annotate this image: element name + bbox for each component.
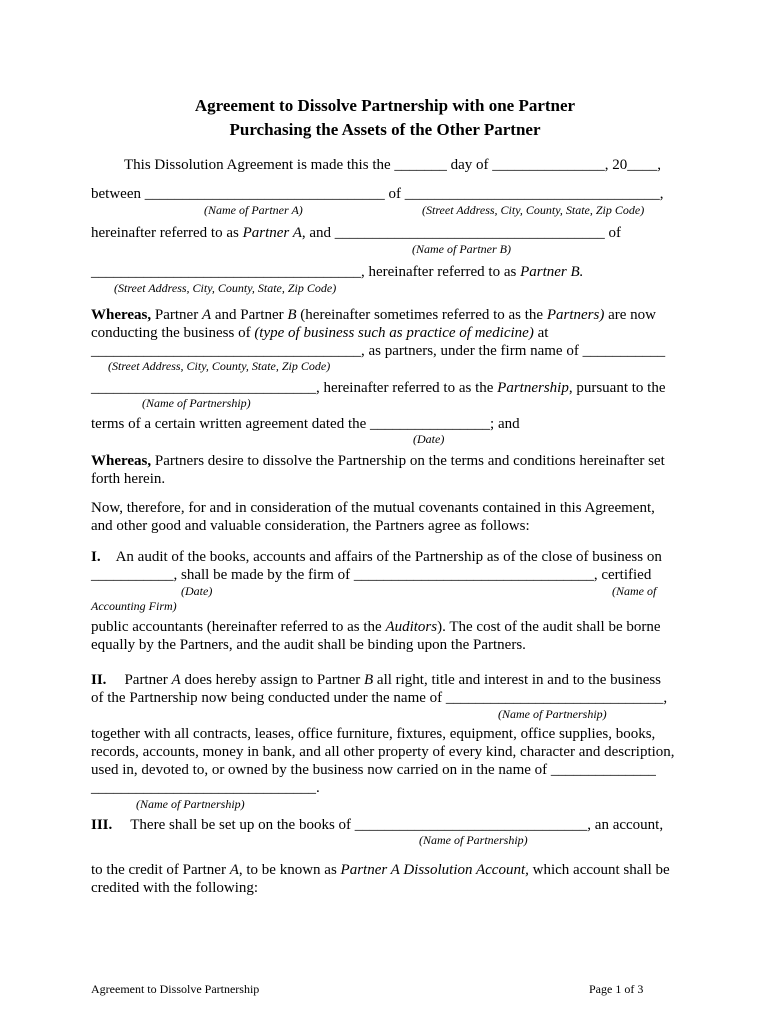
intro-refer-a-line: hereinafter referred to as Partner A, and ____________________________________ of (91, 225, 622, 241)
caption-address-a: (Street Address, City, County, State, Zip Code) (422, 203, 645, 217)
now-line-2: and other good and valuable consideration, the Partners agree as follows: (91, 518, 530, 534)
title-line-2: Purchasing the Assets of the Other Partner (229, 120, 541, 139)
whereas2-line-1: Whereas, Partners desire to dissolve the Partnership on the terms and conditions hereinafter set (91, 453, 665, 469)
caption-partnership-name-3: (Name of Partnership) (136, 797, 245, 811)
section-2-line-4: records, accounts, money in bank, and all other property of every kind, character and description, (91, 744, 675, 760)
title-line-1: Agreement to Dissolve Partnership with one Partner (194, 96, 576, 115)
footer-page-number: Page 1 of 3 (589, 982, 644, 996)
section-1-line-1: I. An audit of the books, accounts and affairs of the Partnership as of the close of business on (91, 549, 662, 565)
caption-firm-b: Accounting Firm) (91, 599, 177, 613)
section-3-line-2: to the credit of Partner A, to be known as Partner A Dissolution Account, which account shall be (91, 862, 670, 878)
whereas1-line-2: conducting the business of (type of business such as practice of medicine) at (91, 325, 549, 341)
section-2-line-3: together with all contracts, leases, office furniture, fixtures, equipment, office supplies, books, (91, 726, 656, 742)
caption-partner-a: (Name of Partner A) (204, 203, 303, 217)
intro-refer-b-line: ____________________________________, hereinafter referred to as Partner B. (91, 264, 584, 280)
section-1-line-2: ___________, shall be made by the firm of ________________________________, certified (91, 567, 652, 583)
caption-audit-date: (Date) (181, 584, 213, 598)
caption-partnership-name: (Name of Partnership) (142, 396, 251, 410)
section-3-line-3: credited with the following: (91, 880, 259, 896)
whereas1-line-3: ____________________________________, as partners, under the firm name of ___________ (91, 343, 666, 359)
caption-partnership-name-2: (Name of Partnership) (498, 707, 607, 721)
section-1-line-4: equally by the Partners, and the audit shall be binding upon the Partners. (91, 637, 526, 653)
caption-partnership-name-4: (Name of Partnership) (419, 833, 528, 847)
intro-between-line: between ________________________________ of __________________________________, (91, 186, 664, 202)
intro-date-line: This Dissolution Agreement is made this the _______ day of _______________, 20____, (124, 157, 662, 173)
whereas1-line-5: terms of a certain written agreement dated the ________________; and (91, 416, 520, 432)
caption-partner-b: (Name of Partner B) (412, 242, 511, 256)
caption-agreement-date: (Date) (413, 432, 445, 446)
whereas1-line-1: Whereas, Partner A and Partner B (hereinafter sometimes referred to as the Partners) are now (91, 307, 657, 323)
section-2-line-2: of the Partnership now being conducted under the name of _____________________________, (91, 690, 668, 706)
now-line-1: Now, therefore, for and in consideration of the mutual covenants contained in this Agreement, (91, 500, 655, 516)
section-3-line-1: III. There shall be set up on the books of _______________________________, an account, (91, 817, 664, 833)
section-1-line-3: public accountants (hereinafter referred to as the Auditors). The cost of the audit shall be borne (91, 619, 661, 635)
section-2-line-1: II. Partner A does hereby assign to Partner B all right, title and interest in and to the business (91, 672, 662, 688)
caption-address-b: (Street Address, City, County, State, Zip Code) (114, 281, 337, 295)
caption-address-business: (Street Address, City, County, State, Zip Code) (108, 359, 331, 373)
footer-title: Agreement to Dissolve Partnership (91, 982, 260, 996)
section-2-line-5: used in, devoted to, or owned by the business now carried on in the name of ______________ (91, 762, 656, 778)
caption-firm-a: (Name of (612, 584, 657, 598)
whereas1-line-4: ______________________________, hereinafter referred to as the Partnership, pursuant to the (91, 380, 666, 396)
whereas2-line-2: forth herein. (91, 471, 166, 487)
section-2-line-6: ______________________________. (91, 780, 320, 796)
